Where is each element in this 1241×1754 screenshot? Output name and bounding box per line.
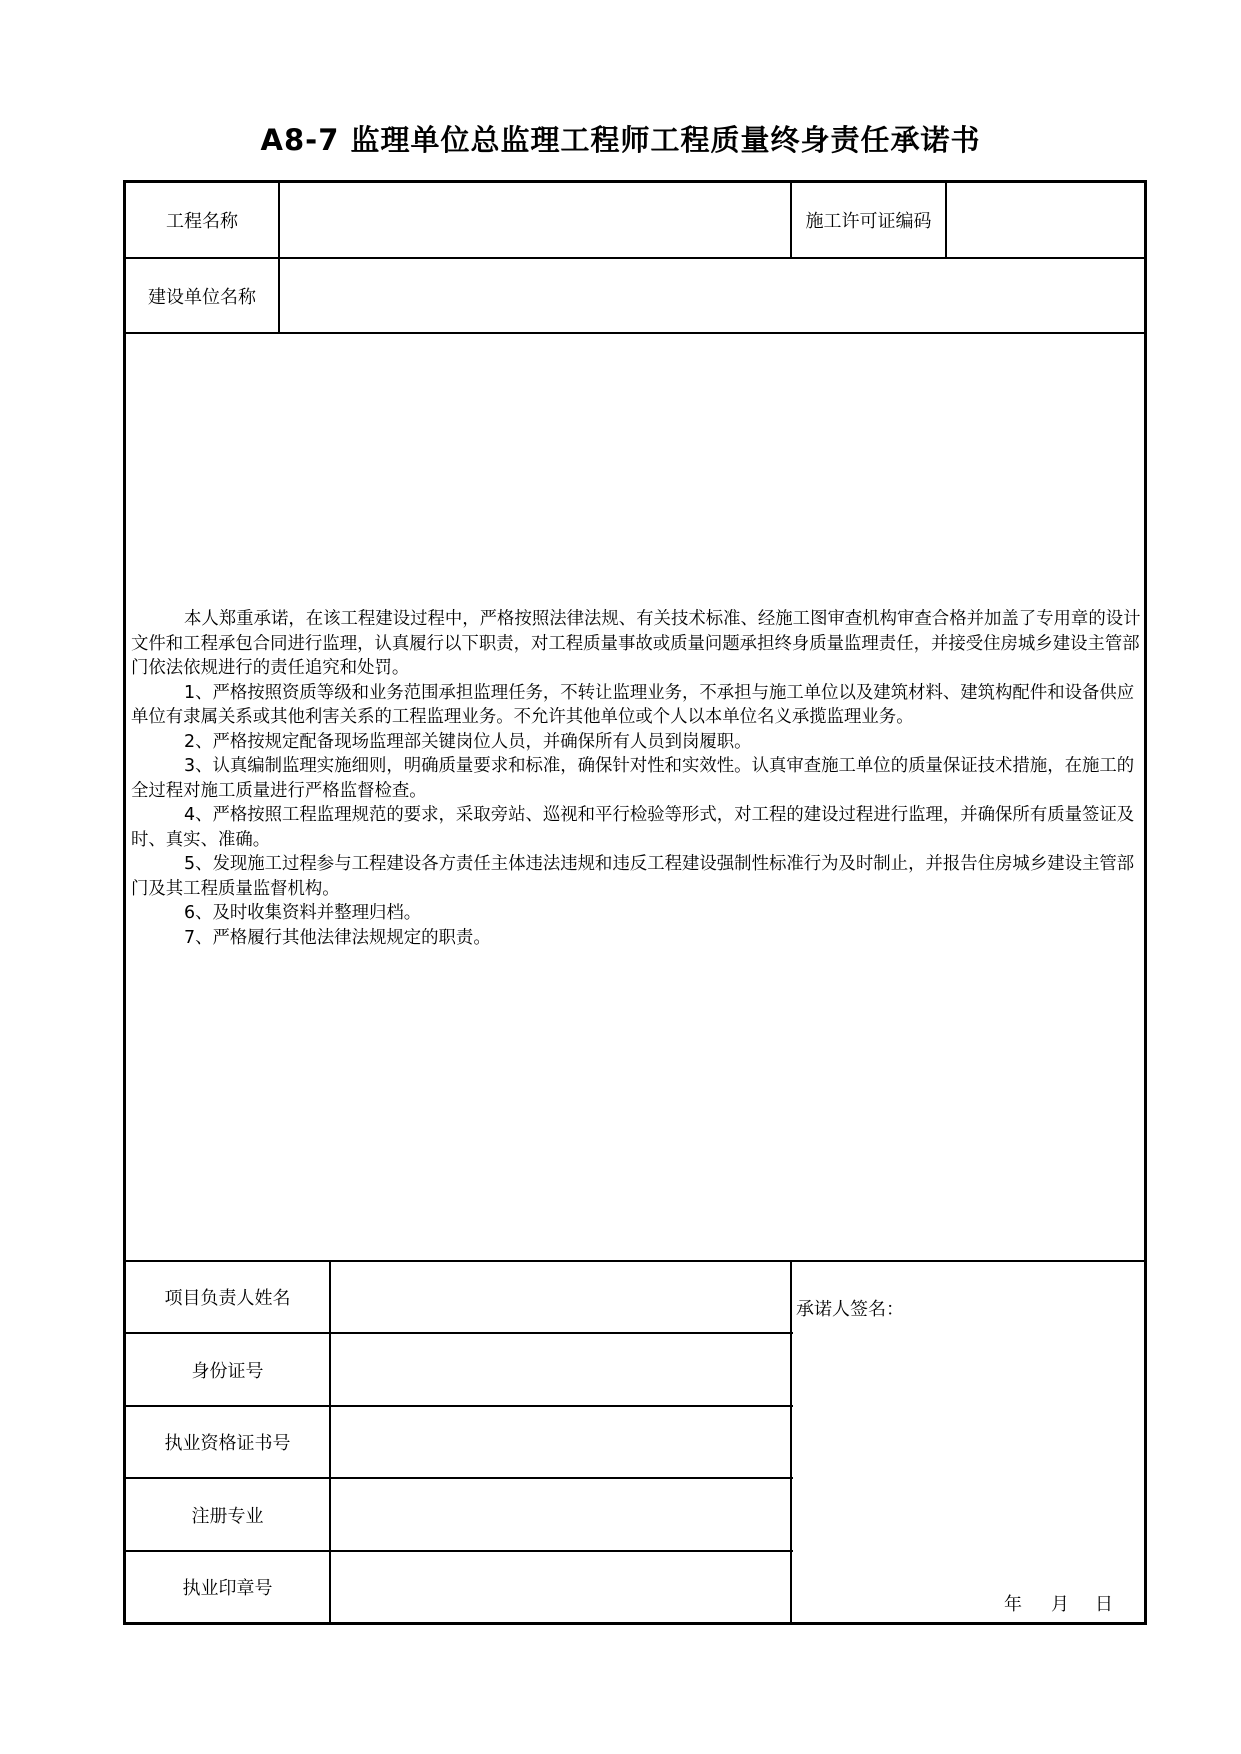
pledge-item-7: 7、严格履行其他法律法规规定的职责。 xyxy=(184,927,491,948)
project-name-label: 工程名称 xyxy=(166,211,238,232)
registered-specialty-field[interactable] xyxy=(331,1479,790,1550)
signer-label: 承诺人签名： xyxy=(796,1299,904,1320)
project-name-field[interactable] xyxy=(280,183,790,257)
leader-name-label: 项目负责人姓名 xyxy=(164,1288,291,1309)
leader-name-field[interactable] xyxy=(331,1262,790,1332)
pledge-item-3: 3、认真编制监理实施细则，明确质量要求和标准，确保针对性和实效性。认真审查施工单位的质量保证技术措施，在施工的全过程对施工质量进行严格监督检查。 xyxy=(131,756,1135,801)
permit-code-label: 施工许可证编码 xyxy=(805,211,932,232)
pledge-text xyxy=(131,607,1141,950)
qualification-number-label: 执业资格证书号 xyxy=(164,1433,291,1454)
pledge-form xyxy=(123,180,1147,1625)
signature-date xyxy=(1004,1583,1144,1623)
pledge-item-1: 1、严格按照资质等级和业务范围承担监理任务，不转让监理业务，不承担与施工单位以及建筑材料、建筑构配件和设备供应单位有隶属关系或其他利害关系的工程监理业务。不允许其他单位或个人以本单位名义承揽监理业务。 xyxy=(131,682,1135,727)
pledge-item-4: 4、严格按照工程监理规范的要求，采取旁站、巡视和平行检验等形式，对工程的建设过程进行监理，并确保所有质量签证及时、真实、准确。 xyxy=(131,805,1135,850)
date-month: 月 xyxy=(1051,1594,1069,1615)
pledge-item-5: 5、发现施工过程参与工程建设各方责任主体违法违规和违反工程建设强制性标准行为及时制止，并报告住房城乡建设主管部门及其工程质量监督机构。 xyxy=(131,854,1135,899)
pledge-intro: 本人郑重承诺，在该工程建设过程中，严格按照法律法规、有关技术标准、经施工图审查机构审查合格并加盖了专用章的设计文件和工程承包合同进行监理，认真履行以下职责，对工程质量事故或质量问题承担终身质量监理责任，并接受住房城乡建设主管部门依法依规进行的责任追究和处罚。 xyxy=(131,609,1141,678)
seal-number-field[interactable] xyxy=(331,1552,790,1622)
date-year: 年 xyxy=(1004,1594,1022,1615)
qualification-number-field[interactable] xyxy=(331,1407,790,1477)
builder-name-field[interactable] xyxy=(280,259,1144,332)
pledge-item-2: 2、严格按规定配备现场监理部关键岗位人员，并确保所有人员到岗履职。 xyxy=(184,731,752,752)
page-title: A8-7 监理单位总监理工程师工程质量终身责任承诺书 xyxy=(260,123,981,157)
registered-specialty-label: 注册专业 xyxy=(191,1505,264,1527)
permit-code-field[interactable] xyxy=(947,183,1144,257)
id-number-field[interactable] xyxy=(331,1334,790,1405)
row-divider xyxy=(126,332,1144,334)
pledge-item-6: 6、及时收集资料并整理归档。 xyxy=(184,903,422,923)
date-day: 日 xyxy=(1095,1594,1113,1615)
seal-number-label: 执业印章号 xyxy=(182,1578,273,1599)
builder-name-label: 建设单位名称 xyxy=(148,286,256,308)
id-number-label: 身份证号 xyxy=(191,1360,264,1382)
